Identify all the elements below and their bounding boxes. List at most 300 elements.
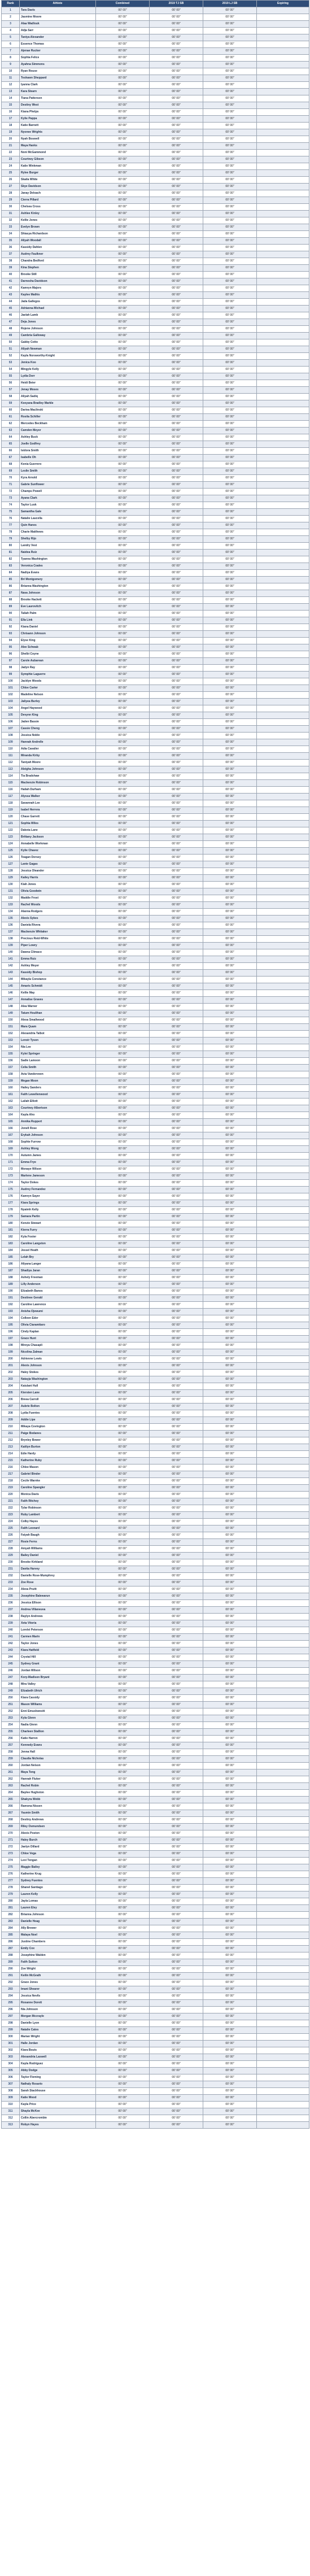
athlete-name: Essence Thomas — [20, 41, 96, 48]
athlete-name: Emma Frye — [20, 1160, 96, 1166]
combined-value: 00' 00" — [96, 1878, 150, 1885]
combined-value: 00' 00" — [96, 1078, 150, 1085]
long-jump-sb-value: 00' 00" — [203, 163, 257, 170]
rank-cell: 152 — [2, 1031, 20, 1038]
athlete-name: Samara Partin — [20, 1214, 96, 1221]
athlete-name: Katie Barnett — [20, 123, 96, 129]
combined-value: 00' 00" — [96, 1722, 150, 1729]
triple-jump-sb-value: 00' 00" — [150, 949, 203, 956]
combined-value: 00' 00" — [96, 2108, 150, 2115]
expiring-value — [257, 1207, 309, 1214]
rank-cell: 59 — [2, 400, 20, 407]
combined-value: 00' 00" — [96, 1356, 150, 1363]
expiring-value — [257, 1458, 309, 1464]
triple-jump-sb-value: 00' 00" — [150, 1654, 203, 1661]
athlete-name: Xeta Vitoria — [20, 1620, 96, 1627]
combined-value: 00' 00" — [96, 1275, 150, 1282]
triple-jump-sb-value: 00' 00" — [150, 1925, 203, 1932]
table-row — [2, 1519, 309, 1525]
combined-value: 00' 00" — [96, 1858, 150, 1864]
combined-value: 00' 00" — [96, 2095, 150, 2102]
long-jump-sb-value: 00' 00" — [203, 1302, 257, 1309]
expiring-value — [257, 800, 309, 807]
long-jump-sb-value: 00' 00" — [203, 2041, 257, 2047]
expiring-value — [257, 1451, 309, 1458]
athlete-name: Shakyra Webb — [20, 1797, 96, 1803]
rank-cell: 60 — [2, 407, 20, 414]
combined-value: 00' 00" — [96, 746, 150, 753]
triple-jump-sb-value: 00' 00" — [150, 997, 203, 1004]
rank-cell: 73 — [2, 495, 20, 502]
expiring-value — [257, 895, 309, 902]
table-row — [2, 949, 309, 956]
triple-jump-sb-value: 00' 00" — [150, 136, 203, 143]
combined-value: 00' 00" — [96, 495, 150, 502]
triple-jump-sb-value: 00' 00" — [150, 536, 203, 543]
table-row — [2, 1173, 309, 1180]
expiring-value — [257, 1329, 309, 1336]
athlete-name: Lilly Anderson — [20, 1282, 96, 1288]
expiring-value — [257, 577, 309, 583]
athlete-name: Rylee Burger — [20, 170, 96, 177]
athlete-name: Nia Lee — [20, 1044, 96, 1051]
expiring-value — [257, 1105, 309, 1112]
combined-value: 00' 00" — [96, 970, 150, 977]
combined-value: 00' 00" — [96, 556, 150, 563]
combined-value: 00' 00" — [96, 1038, 150, 1044]
expiring-value — [257, 1431, 309, 1437]
combined-value: 00' 00" — [96, 448, 150, 455]
combined-value: 00' 00" — [96, 1519, 150, 1525]
long-jump-sb-value: 00' 00" — [203, 292, 257, 299]
table-row — [2, 353, 309, 360]
triple-jump-sb-value: 00' 00" — [150, 2020, 203, 2027]
table-row — [2, 983, 309, 990]
combined-value: 00' 00" — [96, 1885, 150, 1891]
long-jump-sb-value: 00' 00" — [203, 1858, 257, 1864]
combined-value: 00' 00" — [96, 2034, 150, 2041]
expiring-value — [257, 475, 309, 482]
combined-value: 00' 00" — [96, 1444, 150, 1451]
long-jump-sb-value: 00' 00" — [203, 1295, 257, 1302]
rank-cell: 232 — [2, 1573, 20, 1580]
athlete-name: Kiara Springs — [20, 1200, 96, 1207]
long-jump-sb-value: 00' 00" — [203, 177, 257, 184]
long-jump-sb-value: 00' 00" — [203, 1844, 257, 1851]
long-jump-sb-value: 00' 00" — [203, 123, 257, 129]
athlete-name: Mercedes Beckham — [20, 421, 96, 428]
expiring-value — [257, 380, 309, 387]
long-jump-sb-value: 00' 00" — [203, 1471, 257, 1478]
combined-value: 00' 00" — [96, 1898, 150, 1905]
athlete-name: Ashely Freeman — [20, 1275, 96, 1282]
table-row — [2, 746, 309, 753]
combined-value: 00' 00" — [96, 353, 150, 360]
combined-value: 00' 00" — [96, 1505, 150, 1512]
table-row — [2, 1383, 309, 1390]
athlete-name: Baylee Hughston — [20, 1790, 96, 1797]
expiring-value — [257, 278, 309, 285]
table-row — [2, 977, 309, 983]
long-jump-sb-value: 00' 00" — [203, 1275, 257, 1282]
rank-cell: 214 — [2, 1451, 20, 1458]
triple-jump-sb-value: 00' 00" — [150, 2074, 203, 2081]
athlete-name: Nicolina Zalman — [20, 1349, 96, 1356]
rank-cell: 51 — [2, 346, 20, 353]
triple-jump-sb-value: 00' 00" — [150, 1390, 203, 1397]
table-row — [2, 800, 309, 807]
triple-jump-sb-value: 00' 00" — [150, 1763, 203, 1769]
long-jump-sb-value: 00' 00" — [203, 1376, 257, 1383]
rank-cell: 106 — [2, 719, 20, 726]
combined-value: 00' 00" — [96, 2088, 150, 2095]
rank-cell: 254 — [2, 1722, 20, 1729]
expiring-value — [257, 123, 309, 129]
rank-cell: 185 — [2, 1254, 20, 1261]
table-row — [2, 136, 309, 143]
expiring-value — [257, 68, 309, 75]
combined-value: 00' 00" — [96, 1105, 150, 1112]
table-row — [2, 2007, 309, 2013]
combined-value: 00' 00" — [96, 692, 150, 699]
rank-cell: 160 — [2, 1085, 20, 1092]
athlete-name: Alexis Sykes — [20, 916, 96, 922]
long-jump-sb-value: 00' 00" — [203, 773, 257, 780]
long-jump-sb-value: 00' 00" — [203, 1586, 257, 1593]
athlete-name: Faith Ritchey — [20, 1498, 96, 1505]
rank-cell: 221 — [2, 1498, 20, 1505]
table-row — [2, 190, 309, 197]
long-jump-sb-value: 00' 00" — [203, 441, 257, 448]
rank-cell: 211 — [2, 1431, 20, 1437]
triple-jump-sb-value: 00' 00" — [150, 41, 203, 48]
triple-jump-sb-value: 00' 00" — [150, 1647, 203, 1654]
combined-value: 00' 00" — [96, 875, 150, 882]
combined-value: 00' 00" — [96, 1403, 150, 1410]
expiring-value — [257, 1403, 309, 1410]
combined-value: 00' 00" — [96, 590, 150, 597]
expiring-value — [257, 556, 309, 563]
table-row — [2, 1634, 309, 1641]
table-row — [2, 1437, 309, 1444]
expiring-value — [257, 265, 309, 272]
athlete-name: Colleen Eder — [20, 1315, 96, 1322]
table-row — [2, 1559, 309, 1566]
combined-value: 00' 00" — [96, 387, 150, 394]
table-row — [2, 1004, 309, 1010]
triple-jump-sb-value: 00' 00" — [150, 2034, 203, 2041]
long-jump-sb-value: 00' 00" — [203, 448, 257, 455]
athlete-name: Isidora Smith — [20, 448, 96, 455]
expiring-value — [257, 434, 309, 441]
rank-cell: 6 — [2, 41, 20, 48]
table-row — [2, 705, 309, 712]
table-row — [2, 306, 309, 312]
expiring-value — [257, 1112, 309, 1119]
triple-jump-sb-value: 00' 00" — [150, 739, 203, 746]
expiring-value — [257, 1390, 309, 1397]
athlete-name: Enni Emuskwesiti — [20, 1708, 96, 1715]
combined-value: 00' 00" — [96, 1614, 150, 1620]
table-row — [2, 1878, 309, 1885]
rank-cell: 49 — [2, 333, 20, 339]
athlete-name: Chase Garrett — [20, 814, 96, 821]
long-jump-sb-value: 00' 00" — [203, 2034, 257, 2041]
triple-jump-sb-value: 00' 00" — [150, 1600, 203, 1607]
combined-value: 00' 00" — [96, 1919, 150, 1925]
athlete-name: Robyn Hayes — [20, 2122, 96, 2129]
triple-jump-sb-value: 00' 00" — [150, 604, 203, 611]
triple-jump-sb-value: 00' 00" — [150, 550, 203, 556]
athlete-name: Morgan Mccrayle — [20, 2013, 96, 2020]
table-row — [2, 1431, 309, 1437]
combined-value: 00' 00" — [96, 739, 150, 746]
expiring-value — [257, 1661, 309, 1668]
rank-cell: 98 — [2, 665, 20, 672]
expiring-value — [257, 1634, 309, 1641]
table-row — [2, 394, 309, 400]
table-row — [2, 1512, 309, 1519]
long-jump-sb-value: 00' 00" — [203, 2115, 257, 2122]
expiring-value — [257, 794, 309, 800]
long-jump-sb-value: 00' 00" — [203, 1532, 257, 1539]
combined-value: 00' 00" — [96, 184, 150, 190]
expiring-value — [257, 1498, 309, 1505]
expiring-value — [257, 1525, 309, 1532]
table-row — [2, 807, 309, 814]
expiring-value — [257, 861, 309, 868]
expiring-value — [257, 292, 309, 299]
long-jump-sb-value: 00' 00" — [203, 1383, 257, 1390]
athlete-name: Lauren Kelly — [20, 1891, 96, 1898]
table-row — [2, 848, 309, 855]
expiring-value — [257, 231, 309, 238]
expiring-value — [257, 333, 309, 339]
rank-cell: 62 — [2, 421, 20, 428]
combined-value: 00' 00" — [96, 1824, 150, 1830]
athlete-name: Breea Carroll — [20, 1397, 96, 1403]
triple-jump-sb-value: 00' 00" — [150, 2068, 203, 2074]
combined-value: 00' 00" — [96, 1553, 150, 1559]
rank-cell: 82 — [2, 556, 20, 563]
triple-jump-sb-value: 00' 00" — [150, 1431, 203, 1437]
triple-jump-sb-value: 00' 00" — [150, 28, 203, 34]
triple-jump-sb-value: 00' 00" — [150, 421, 203, 428]
expiring-value — [257, 516, 309, 522]
table-row — [2, 1492, 309, 1498]
table-row — [2, 1830, 309, 1837]
table-row — [2, 1268, 309, 1275]
table-row — [2, 1038, 309, 1044]
combined-value: 00' 00" — [96, 868, 150, 875]
expiring-value — [257, 495, 309, 502]
expiring-value — [257, 916, 309, 922]
table-row — [2, 814, 309, 821]
triple-jump-sb-value: 00' 00" — [150, 1349, 203, 1356]
combined-value: 00' 00" — [96, 1546, 150, 1553]
athlete-name: Gabby Cotto — [20, 339, 96, 346]
rank-cell: 226 — [2, 1532, 20, 1539]
expiring-value — [257, 1878, 309, 1885]
triple-jump-sb-value: 00' 00" — [150, 292, 203, 299]
table-row — [2, 1288, 309, 1295]
long-jump-sb-value: 00' 00" — [203, 1803, 257, 1810]
long-jump-sb-value: 00' 00" — [203, 1505, 257, 1512]
table-row — [2, 1166, 309, 1173]
expiring-value — [257, 1343, 309, 1349]
triple-jump-sb-value: 00' 00" — [150, 2088, 203, 2095]
combined-value: 00' 00" — [96, 1471, 150, 1478]
triple-jump-sb-value: 00' 00" — [150, 1871, 203, 1878]
triple-jump-sb-value: 00' 00" — [150, 251, 203, 258]
athlete-name: Destinee Gerald — [20, 1295, 96, 1302]
combined-value: 00' 00" — [96, 292, 150, 299]
combined-value: 00' 00" — [96, 1166, 150, 1173]
long-jump-sb-value: 00' 00" — [203, 1071, 257, 1078]
table-row — [2, 888, 309, 895]
athlete-name: Addie Lipe — [20, 1417, 96, 1424]
triple-jump-sb-value: 00' 00" — [150, 75, 203, 82]
table-row — [2, 1370, 309, 1376]
long-jump-sb-value: 00' 00" — [203, 1824, 257, 1830]
rank-cell: 271 — [2, 1837, 20, 1844]
athlete-name: Shayla McKee — [20, 2108, 96, 2115]
rank-cell: 53 — [2, 360, 20, 367]
triple-jump-sb-value: 00' 00" — [150, 346, 203, 353]
rank-cell: 133 — [2, 902, 20, 909]
triple-jump-sb-value: 00' 00" — [150, 224, 203, 231]
rank-cell: 279 — [2, 1891, 20, 1898]
expiring-value — [257, 1919, 309, 1925]
athlete-name: Alaa Wadlouk — [20, 21, 96, 28]
rank-cell: 234 — [2, 1586, 20, 1593]
athlete-name: Mara Quam — [20, 1024, 96, 1031]
long-jump-sb-value: 00' 00" — [203, 902, 257, 909]
long-jump-sb-value: 00' 00" — [203, 827, 257, 834]
athlete-name: Aubrie Bolton — [20, 1403, 96, 1410]
athlete-name: Mackenzie Robinson — [20, 780, 96, 787]
table-row — [2, 916, 309, 922]
triple-jump-sb-value: 00' 00" — [150, 116, 203, 123]
combined-value: 00' 00" — [96, 1383, 150, 1390]
athlete-name: Lexi Tengan — [20, 1858, 96, 1864]
expiring-header: Expiring — [257, 1, 309, 7]
table-row — [2, 89, 309, 95]
long-jump-sb-value: 00' 00" — [203, 1078, 257, 1085]
expiring-value — [257, 400, 309, 407]
rank-cell: 8 — [2, 55, 20, 62]
athlete-name: Heidi Beier — [20, 380, 96, 387]
expiring-value — [257, 1844, 309, 1851]
rank-cell: 72 — [2, 489, 20, 495]
table-row — [2, 2108, 309, 2115]
long-jump-sb-value: 00' 00" — [203, 367, 257, 373]
expiring-value — [257, 1586, 309, 1593]
triple-jump-sb-value: 00' 00" — [150, 1559, 203, 1566]
expiring-value — [257, 468, 309, 475]
triple-jump-sb-value: 00' 00" — [150, 428, 203, 434]
combined-value: 00' 00" — [96, 109, 150, 116]
long-jump-sb-value: 00' 00" — [203, 1925, 257, 1932]
rank-cell: 13 — [2, 89, 20, 95]
long-jump-sb-value: 00' 00" — [203, 875, 257, 882]
triple-jump-sb-value: 00' 00" — [150, 855, 203, 861]
combined-value: 00' 00" — [96, 1566, 150, 1573]
table-row — [2, 489, 309, 495]
table-row — [2, 2054, 309, 2061]
rank-cell: 16 — [2, 109, 20, 116]
triple-jump-sb-value: 00' 00" — [150, 1343, 203, 1349]
triple-jump-sb-value: 00' 00" — [150, 217, 203, 224]
triple-jump-sb-value: 00' 00" — [150, 1268, 203, 1275]
long-jump-sb-value: 00' 00" — [203, 1810, 257, 1817]
triple-jump-sb-value: 00' 00" — [150, 373, 203, 380]
athlete-name: Justine Chambers — [20, 1939, 96, 1946]
long-jump-sb-value: 00' 00" — [203, 1126, 257, 1132]
combined-value: 00' 00" — [96, 217, 150, 224]
rank-cell: 239 — [2, 1620, 20, 1627]
rank-cell: 116 — [2, 787, 20, 794]
long-jump-sb-value: 00' 00" — [203, 1566, 257, 1573]
table-row — [2, 753, 309, 760]
table-row — [2, 123, 309, 129]
table-row — [2, 170, 309, 177]
athlete-name: Collin Abercrombie — [20, 2115, 96, 2122]
athlete-name: Aliyah Woodall — [20, 238, 96, 245]
triple-jump-sb-value: 00' 00" — [150, 882, 203, 888]
combined-value: 00' 00" — [96, 1966, 150, 1973]
athlete-name: Lauren Eley — [20, 1905, 96, 1912]
athlete-name: Brooke Hackett — [20, 597, 96, 604]
triple-jump-sb-value: 00' 00" — [150, 2108, 203, 2115]
combined-value: 00' 00" — [96, 1559, 150, 1566]
table-row — [2, 1092, 309, 1099]
athlete-name: Jenay Moses — [20, 387, 96, 394]
table-row — [2, 1797, 309, 1803]
rank-cell: 143 — [2, 970, 20, 977]
rank-cell: 88 — [2, 597, 20, 604]
athlete-name: Avia Vanderveen — [20, 1071, 96, 1078]
long-jump-sb-value: 00' 00" — [203, 1146, 257, 1153]
table-row — [2, 827, 309, 834]
athlete-name: Maya Teng — [20, 1769, 96, 1776]
combined-value: 00' 00" — [96, 245, 150, 251]
expiring-value — [257, 1898, 309, 1905]
triple-jump-sb-value: 00' 00" — [150, 1085, 203, 1092]
athlete-name: Edie Hardy — [20, 1451, 96, 1458]
long-jump-sb-value: 00' 00" — [203, 1614, 257, 1620]
combined-value: 00' 00" — [96, 1126, 150, 1132]
rank-cell: 112 — [2, 760, 20, 766]
combined-value: 00' 00" — [96, 1010, 150, 1017]
combined-value: 00' 00" — [96, 977, 150, 983]
combined-value: 00' 00" — [96, 278, 150, 285]
expiring-value — [257, 834, 309, 841]
rank-cell: 238 — [2, 1614, 20, 1620]
combined-value: 00' 00" — [96, 753, 150, 760]
triple-jump-sb-value: 00' 00" — [150, 1099, 203, 1105]
expiring-value — [257, 1295, 309, 1302]
triple-jump-sb-value: 00' 00" — [150, 1444, 203, 1451]
athlete-name: Monaye Wilson — [20, 1166, 96, 1173]
triple-jump-sb-value: 00' 00" — [150, 461, 203, 468]
triple-jump-sb-value: 00' 00" — [150, 2054, 203, 2061]
athlete-name: Kayla Rodriguez — [20, 2061, 96, 2068]
combined-value: 00' 00" — [96, 55, 150, 62]
long-jump-sb-value: 00' 00" — [203, 1329, 257, 1336]
table-row — [2, 129, 309, 136]
athlete-name: Jordan Wilson — [20, 1668, 96, 1675]
